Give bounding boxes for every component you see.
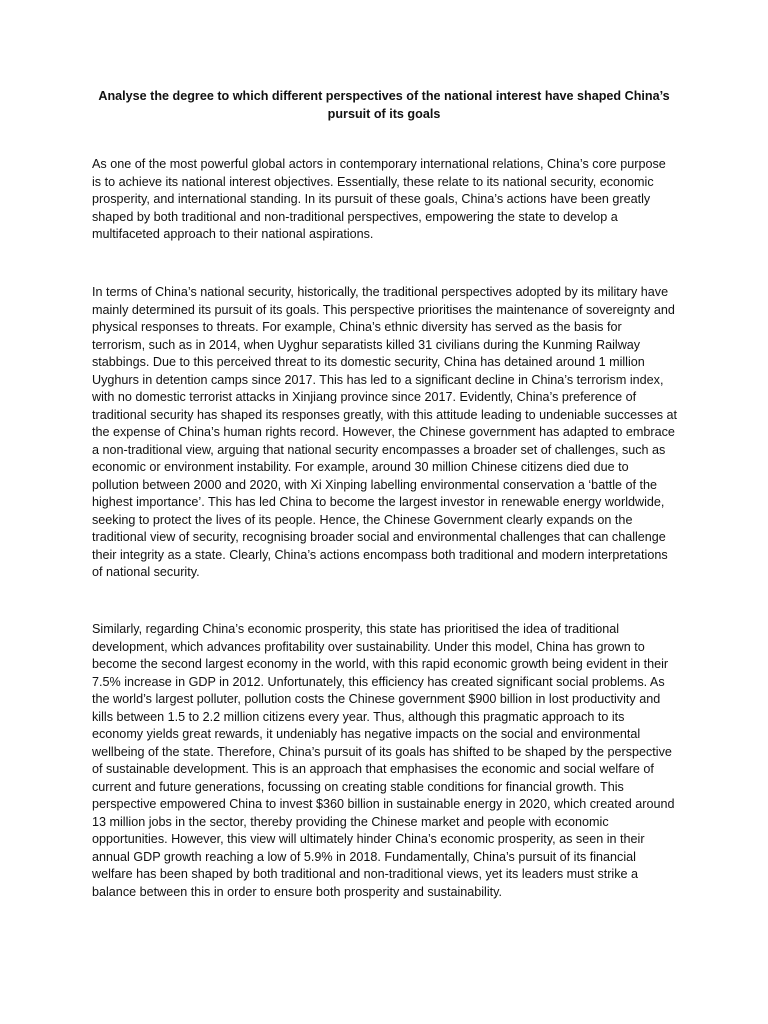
paragraph-national-security: In terms of China’s national security, historically, the traditional perspectives adopted by its military have mainly determined its pursuit of its goals. This perspective prioritises the maintenance of sovereignty and physical responses to threats. For example, China’s ethnic diversity has served as the basis for terrorism, such as in 2014, when Uyghur separatists killed 31 civilians during the Kunming Railway stabbings. Due to this perceived threat to its domestic security, China has detained around 1 million Uyghurs in detention camps since 2017. This has led to a significant decline in China’s terrorism index, with no domestic terrorist attacks in Xinjiang province since 2017. Evidently, China’s preference of traditional security has shaped its responses greatly, with this attitude leading to undeniable successes at the expense of China’s human rights record. However, the Chinese government has adapted to embrace a non-traditional view, arguing that national security encompasses a broader set of challenges, such as economic or environment instability. For example, around 30 million Chinese citizens died due to pollution between 2000 and 2020, with Xi Xinping labelling environmental conservation a ‘battle of the highest importance’. This has led China to become the largest investor in renewable energy worldwide, seeking to protect the lives of its people. Hence, the Chinese Government clearly expands on the traditional view of security, recognising broader social and environmental challenges that can challenge their integrity as a state. Clearly, China’s actions encompass both traditional and modern interpretations of national security. bbox=[92, 285, 678, 579]
paragraph-economic-prosperity: Similarly, regarding China’s economic prosperity, this state has prioritised the idea of traditional development, which advances profitability over sustainability. Under this model, China has grown to become the second largest economy in the world, with this rapid economic growth being evident in their 7.5% increase in GDP in 2012. Unfortunately, this efficiency has created significant social problems. As the world’s largest polluter, pollution costs the Chinese government $900 billion in lost productivity and kills between 1.5 to 2.2 million citizens every year. Thus, although this pragmatic approach to its economy yields great rewards, it undeniably has negative impacts on the social and environmental wellbeing of the state. Therefore, China’s pursuit of its goals has shifted to be shaped by the perspective of sustainable development. This is an approach that emphasises the economic and social welfare of current and future generations, focussing on creating stable conditions for financial growth. This perspective empowered China to invest $360 billion in sustainable energy in 2020, which created around 13 million jobs in the sector, thereby providing the Chinese market and people with economic opportunities. However, this view will ultimately hinder China’s economic prosperity, as seen in their annual GDP growth reaching a low of 5.9% in 2018. Fundamentally, China’s pursuit of its financial welfare has been shaped by both traditional and non-traditional views, yet its leaders must strike a balance between this in order to ensure both prosperity and sustainability. bbox=[92, 622, 675, 899]
paragraph-introduction: As one of the most powerful global actors in contemporary international relations, China’s core purpose is to achieve its national interest objectives. Essentially, these relate to its national security, economic prosperity, and international standing. In its pursuit of these goals, China’s actions have been greatly shaped by both traditional and non-traditional perspectives, empowering the state to develop a multifaceted approach to their national aspirations. bbox=[92, 157, 666, 241]
document-title: Analyse the degree to which different perspectives of the national interest have shaped China’s pursuit of its goals bbox=[98, 89, 670, 121]
